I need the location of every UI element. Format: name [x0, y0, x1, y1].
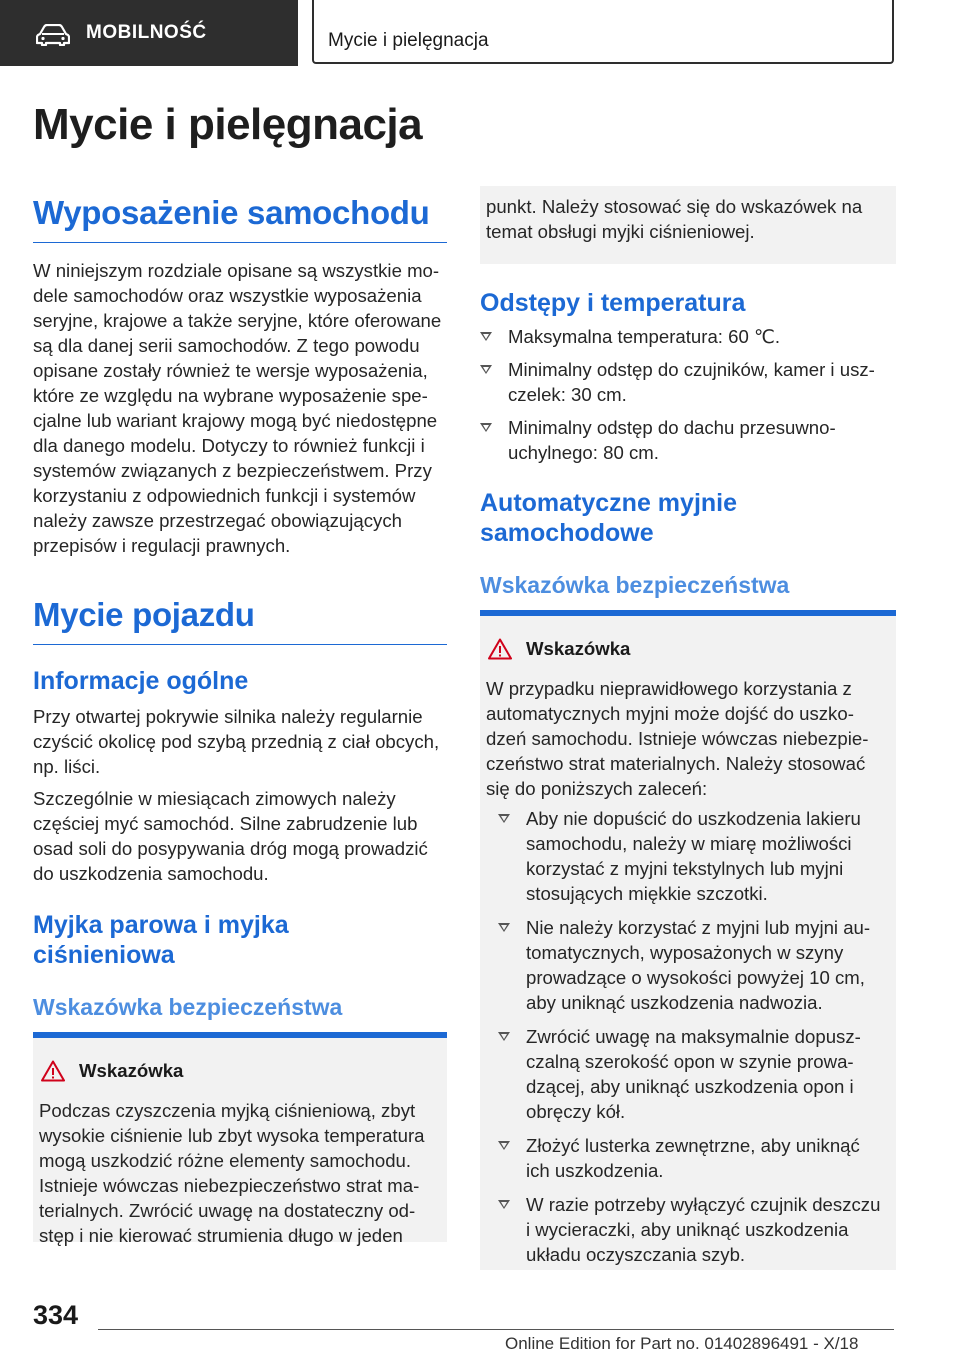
- note-header: [41, 1060, 183, 1082]
- page-title: Mycie i pielęgnacja: [33, 100, 423, 149]
- left-warning-note: [33, 1032, 447, 1246]
- warning-triangle-icon: [41, 1060, 65, 1082]
- page-number: 334: [33, 1300, 79, 1330]
- right-safety-heading: Wskazówka bezpieczeństwa: [480, 572, 790, 598]
- note-header: [488, 638, 630, 660]
- list-item: Minimalny odstęp do czujników, kamer i uszczelek: 30 cm.: [480, 357, 896, 407]
- chapter-title: Mycie i pielęgnacja: [328, 30, 489, 51]
- list-item: Minimalny odstęp do dachu przesuwno-uchylnego: 80 cm.: [480, 415, 896, 465]
- bullet-triangle-icon: [498, 1032, 510, 1041]
- bullet-triangle-icon: [498, 814, 510, 823]
- section-tab[interactable]: [0, 0, 298, 66]
- note-title: Wskazówka: [79, 1060, 184, 1081]
- right-warning-note: [480, 610, 896, 1270]
- list-item: Złożyć lusterka zewnętrzne, aby uniknąć ich uszkodzenia.: [498, 1133, 882, 1183]
- chapter-box: [312, 0, 894, 64]
- bullet-triangle-icon: [480, 423, 492, 432]
- left-safety-heading: Wskazówka bezpieczeństwa: [33, 994, 343, 1020]
- list-item: Nie należy korzystać z myjni lub myjni automatycznych, wyposażonych w szyny prowadzące o wysokości powyżej 10 cm, aby uniknąć uszkodzenia nadwozia.: [498, 915, 882, 1015]
- list-item: W razie potrzeby wyłączyć czujnik deszczu i wycieraczki, aby uniknąć uszkodzenia układu oczyszczania szyb.: [498, 1192, 882, 1267]
- section-label: MOBILNOŚĆ: [86, 22, 207, 43]
- bullet-triangle-icon: [498, 1200, 510, 1209]
- carwash-heading: Automatyczne myjnie samochodowe: [480, 489, 738, 547]
- car-icon: [36, 24, 70, 46]
- general-info-p2: Szczególnie w miesiącach zimowych należy częściej myć samochód. Silne zabrudzenie lub osad soli do posypywania dróg mogą prowadzić do uszkodzenia samochodu.: [33, 788, 428, 884]
- bullet-triangle-icon: [498, 923, 510, 932]
- edition-info: Online Edition for Part no. 01402896491 - X/18: [505, 1334, 859, 1353]
- distances-list: [480, 324, 896, 472]
- steam-washer-heading: Myjka parowa i myjka ciśnieniowa: [33, 911, 289, 969]
- note-continuation-body: punkt. Należy stosować się do wskazówek na temat obsługi myjki ciśnieniowej.: [486, 196, 863, 242]
- general-info-p1: Przy otwartej pokrywie silnika należy regularnie czyścić okolicę pod szybą przednią z ciał obcych, np. liści.: [33, 706, 440, 777]
- general-info-heading: Informacje ogólne: [33, 667, 249, 695]
- list-item: Zwrócić uwagę na maksymalnie dopuszczalną szerokość opon w szynie prowadzącej, aby uniknąć uszkodzenia opon i obręczy kół.: [498, 1024, 882, 1124]
- bullet-triangle-icon: [498, 1141, 510, 1150]
- warning-triangle-icon: [488, 638, 512, 660]
- list-item: Aby nie dopuścić do uszkodzenia lakieru samochodu, należy w miarę możliwości korzystać z myjni tekstylnych lub myjni stosujących miękkie szczotki.: [498, 806, 882, 906]
- equipment-text: W niniejszym rozdziale opisane są wszystkie modele samochodów oraz wszystkie wyposażenia seryjne, krajowe a także seryjne, które oferowane są dla danej serii samochodów. Z tego powodu opisane zostały również te wersje wyposażenia, które ze względu na wybrane wyposażenie specjalne lub wariant krajowy mogą być niedostępne dla danego modelu. Dotyczy to również funkcji i systemów związanych z bezpieczeństwem. Przy korzystaniu z odpowiednich funkcji i systemów należy zawsze przestrzegać obowiązujących przepisów i regulacji prawnych.: [33, 260, 442, 556]
- washing-heading: Mycie pojazdu: [33, 596, 447, 645]
- list-item: Maksymalna temperatura: 60 ℃.: [480, 324, 896, 349]
- bullet-triangle-icon: [480, 332, 492, 341]
- note-body: W przypadku nieprawidłowego korzystania z automatycznych myjni może dojść do uszkodzeń samochodu. Istnieje wówczas niebezpieczeństwo strat materialnych. Należy stosować się do poniższych zaleceń:: [486, 678, 869, 799]
- note-continuation: [480, 186, 896, 264]
- equipment-heading: Wyposażenie samochodu: [33, 194, 447, 243]
- page-header: [0, 0, 960, 66]
- note-body: Podczas czyszczenia myjką ciśnieniową, zbyt wysokie ciśnienie lub zbyt wysoka temperatura mogą uszkodzić różne elementy samochodu. Istnieje wówczas niebezpieczeństwo strat materialnych. Zwrócić uwagę na dostateczny odstęp i nie kierować strumienia długo w jeden: [39, 1100, 425, 1246]
- distances-heading: Odstępy i temperatura: [480, 289, 746, 317]
- note-title: Wskazówka: [526, 638, 631, 659]
- bullet-triangle-icon: [480, 365, 492, 374]
- carwash-recommendations-list: [498, 806, 882, 1274]
- footer-divider: [98, 1329, 894, 1330]
